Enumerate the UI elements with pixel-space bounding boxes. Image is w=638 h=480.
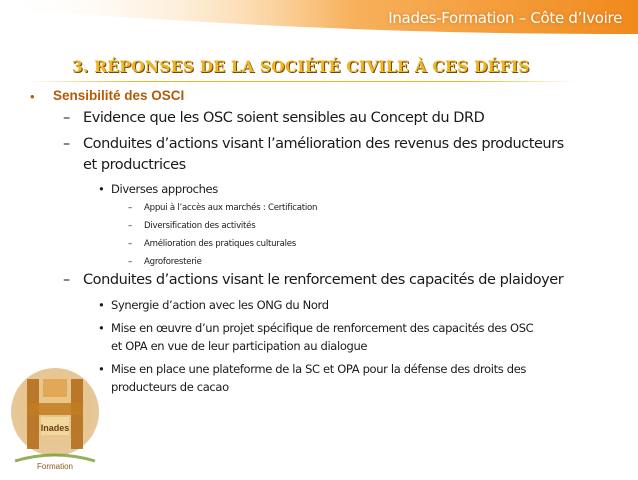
dash-marker: – xyxy=(63,110,70,126)
dash-marker: – xyxy=(128,239,133,249)
header-band xyxy=(0,0,638,42)
dash-marker: – xyxy=(128,203,133,213)
inades-logo xyxy=(5,365,105,475)
section-label: Sensibilité des OSCI xyxy=(53,88,185,103)
slide-title: 3. RÉPONSES DE LA SOCIÉTÉ CIVILE À CES DÉFIS xyxy=(72,57,530,76)
dot-marker: • xyxy=(98,298,105,312)
logo-label: Inades xyxy=(40,423,70,433)
header-title: Inades-Formation – Côte d’Ivoire xyxy=(388,9,622,27)
dash-marker: – xyxy=(63,136,70,152)
dot-marker: • xyxy=(98,321,105,335)
title-underline xyxy=(28,81,576,82)
logo-sublabel: Formation xyxy=(36,462,74,471)
item-2-sub-text: Diverses approches xyxy=(111,182,218,196)
dash-marker: – xyxy=(128,221,133,231)
item-2-text-line-2: et productrices xyxy=(83,157,186,173)
item-3-sub-1: Synergie d’action avec les ONG du Nord xyxy=(111,298,329,312)
item-1-text: Evidence que les OSC soient sensibles au Concept du DRD xyxy=(83,110,485,126)
sub-sub-item-2: Diversification des activités xyxy=(144,221,256,231)
dash-marker: – xyxy=(63,272,70,288)
section-bullet: • xyxy=(30,89,35,104)
inades-logo-graphic xyxy=(5,365,105,475)
item-3-sub-3-line-1: Mise en place une plateforme de la SC et OPA pour la défense des droits des xyxy=(111,362,527,376)
item-3-sub-2-line-2: et OPA en vue de leur participation au dialogue xyxy=(111,339,368,353)
item-2-text-line-1: Conduites d’actions visant l’amélioration des revenus des producteurs xyxy=(83,136,564,152)
sub-sub-item-4: Agroforesterie xyxy=(144,257,202,267)
item-3-text: Conduites d’actions visant le renforcement des capacités de plaidoyer xyxy=(83,272,564,288)
sub-sub-item-1: Appui à l’accès aux marchés : Certification xyxy=(144,203,318,213)
item-3-sub-3-line-2: producteurs de cacao xyxy=(111,380,229,394)
dash-marker: – xyxy=(128,257,133,267)
dot-marker: • xyxy=(98,182,105,196)
sub-sub-item-3: Amélioration des pratiques culturales xyxy=(144,239,297,249)
item-3-sub-2-line-1: Mise en œuvre d’un projet spécifique de renforcement des capacités des OSC xyxy=(111,321,534,335)
dot-marker: • xyxy=(98,362,105,376)
